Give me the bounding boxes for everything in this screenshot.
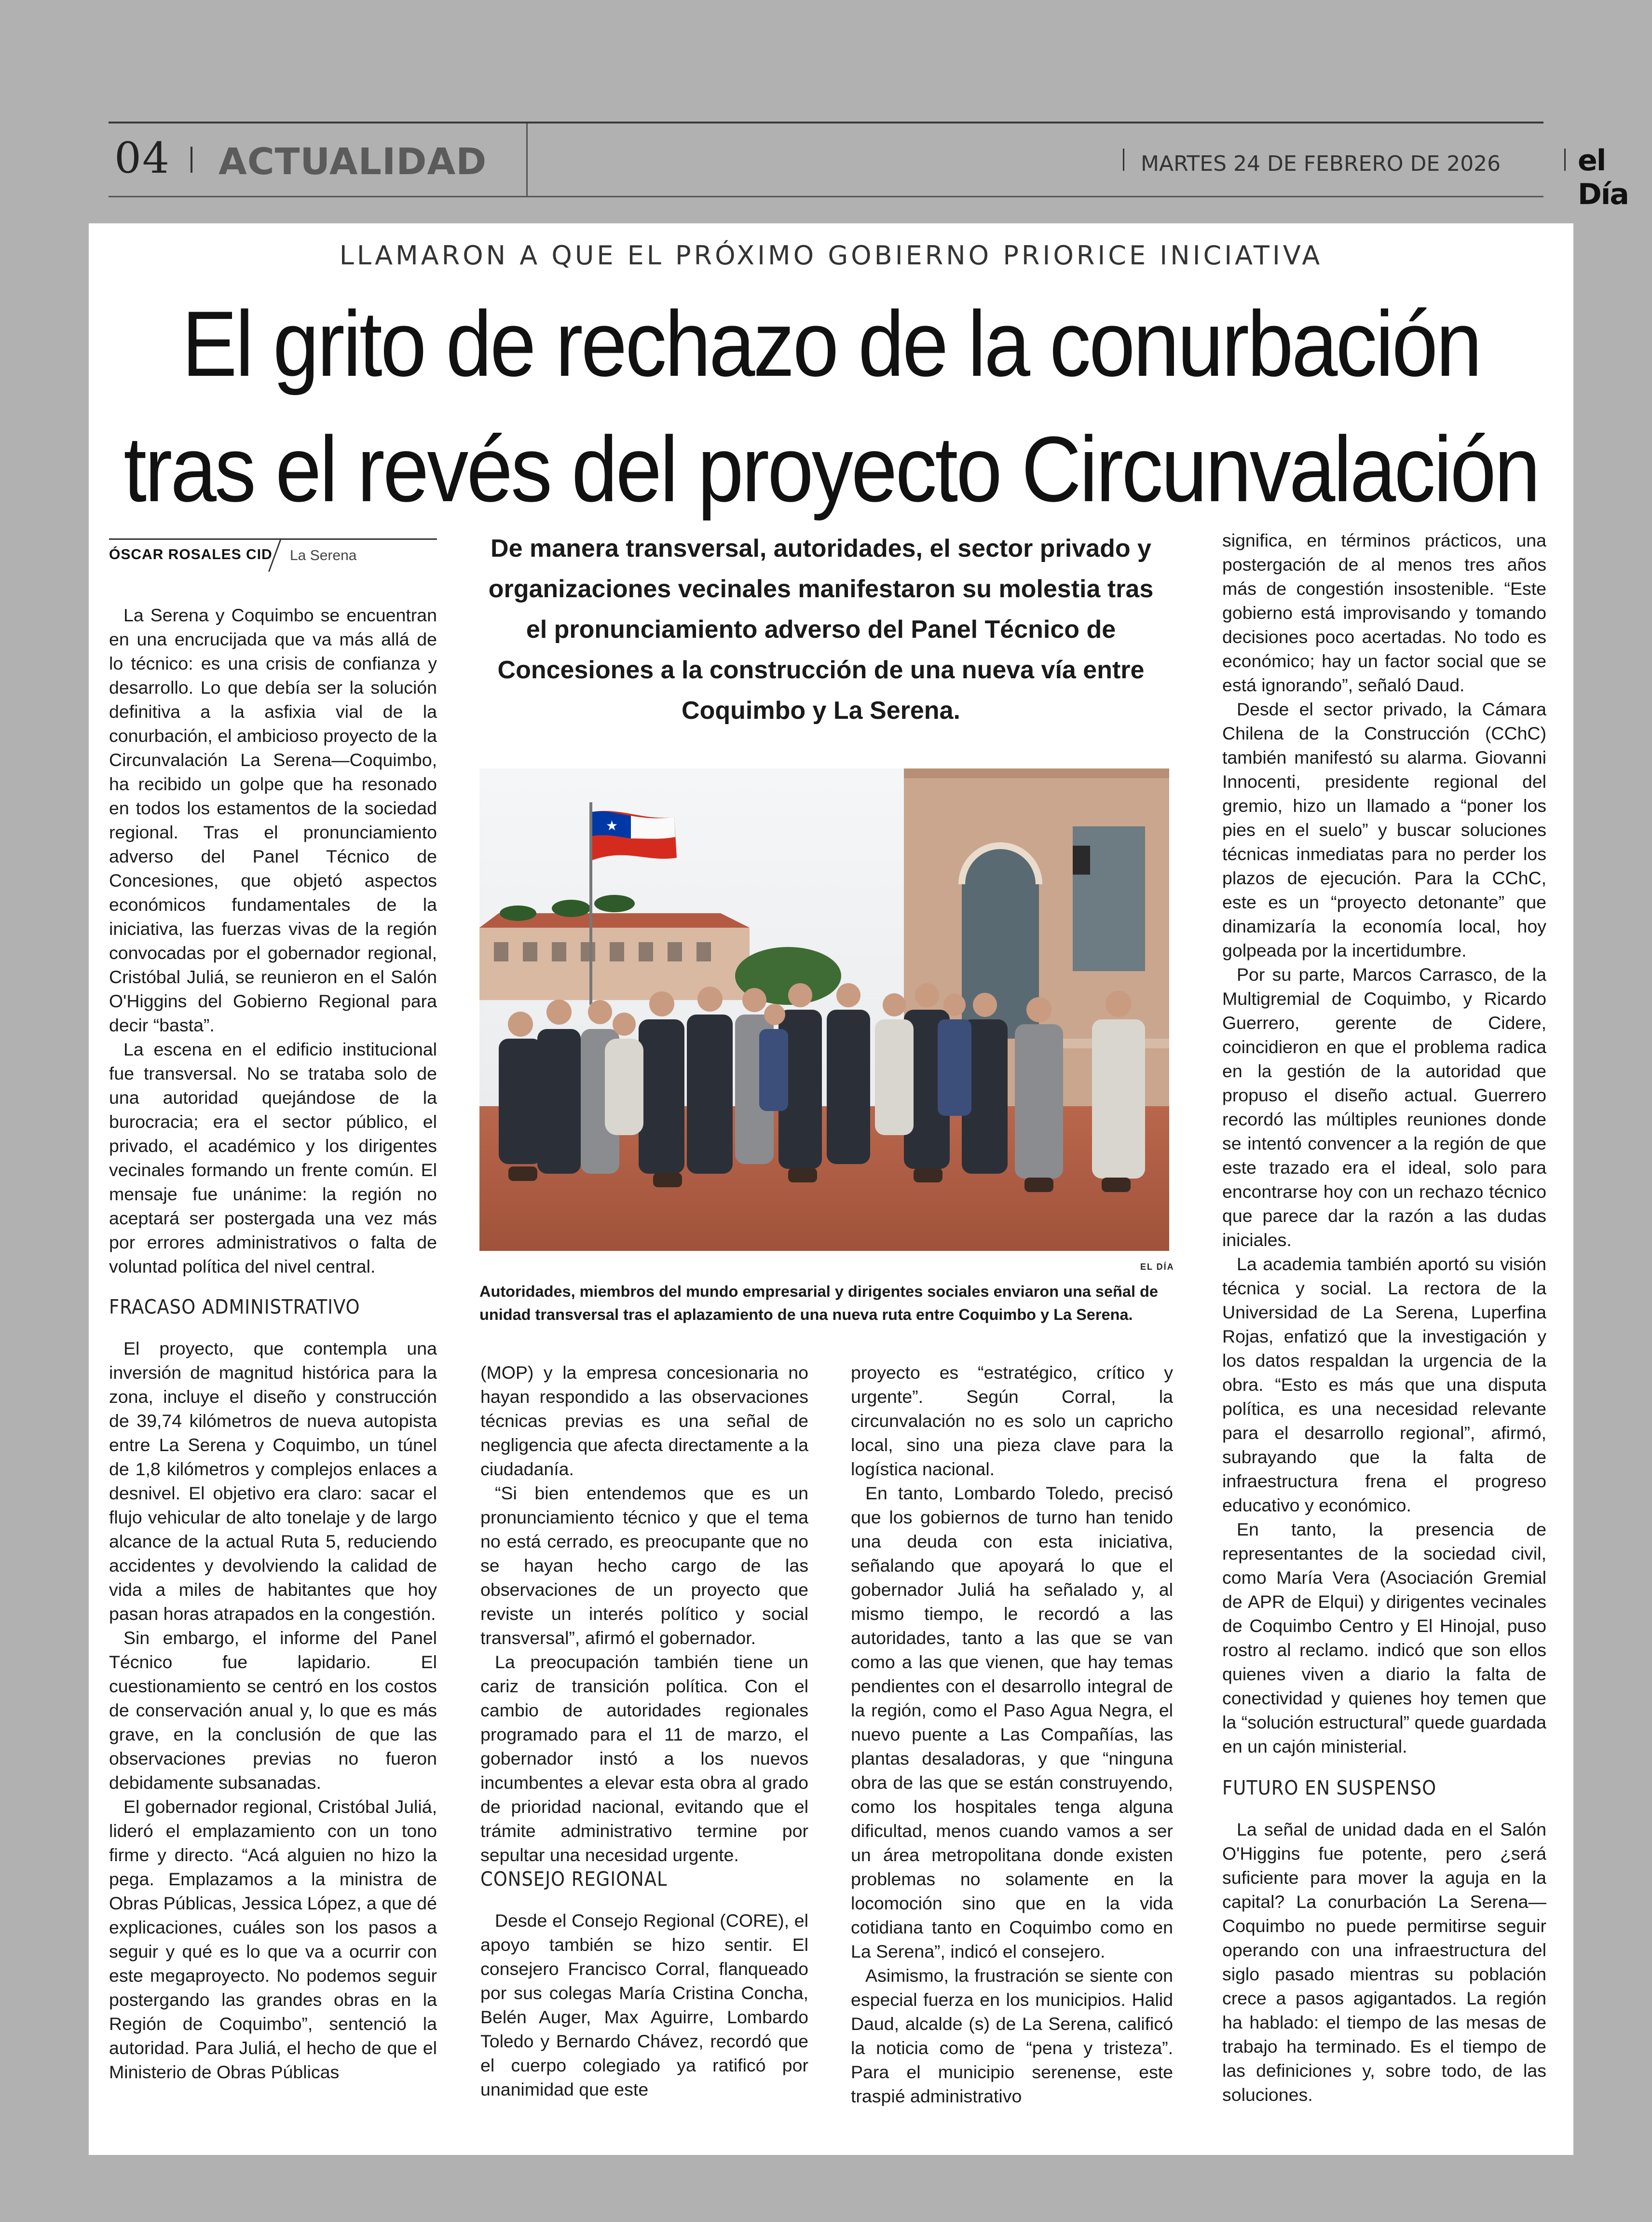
masthead-separator bbox=[1564, 149, 1566, 171]
column-1 bbox=[109, 603, 437, 2084]
paragraph: La preocupación también tiene un cariz de transición política. Con el cambio de autoridades regionales programado para el 11 de marzo, el gobernador instó a los nuevos incumbentes a elevar esta obra al grado de prioridad nacional, evitando que el trámite administrativo termine por sepultar una necesidad urgente. bbox=[480, 1652, 808, 1865]
paragraph: En tanto, la presencia de representantes de la sociedad civil, como María Vera (Asociación Gremial de APR de Elqui) y dirigentes vecinales de Coquimbo Centro y El Hinojal, puso rostro al reclamo. indicó que son ellos quienes viven a diario la falta de conectividad y quienes hoy temen que la “solución estructural” quede guardada en un cajón ministerial. bbox=[1222, 1519, 1546, 1756]
author-name: ÓSCAR ROSALES CID bbox=[109, 547, 273, 562]
masthead bbox=[109, 122, 1628, 211]
paragraph: El gobernador regional, Cristóbal Juliá, lideró el emplazamiento con un tono firme y directo. “Acá alguien no hizo la pega. Emplazamos a la ministra de Obras Públicas, Jessica López, a que dé explicaciones, cuáles son los pasos a seguir y qué es lo que va a ocurrir con este megaproyecto. No podemos seguir postergando las grandes obras en la Región de Coquimbo”, sentenció la autoridad. Para Juliá, el hecho de que el Ministerio de Obras Públicas bbox=[109, 1797, 437, 2082]
page-number: 04 bbox=[114, 133, 170, 183]
group-photo-illustration bbox=[479, 768, 1169, 1251]
paragraph: La señal de unidad dada en el Salón O'Higgins fue potente, pero ¿será suficiente para mover la aguja en la capital? La conurbación La Serena—Coquimbo no puede permitirse seguir operando con una infraestructura del siglo pasado mientras su población crece a pasos agigantados. La región ha hablado: el tiempo de las mesas de trabajo ha terminado. Es el tiempo de las definiciones y, sobre todo, de las soluciones. bbox=[1222, 1819, 1546, 2105]
paragraph: significa, en términos prácticos, una postergación de al menos tres años más de congestión insostenible. “Este gobierno está improvisando y tomando decisiones poco acertadas. No todo es económico; hay un factor social que se está ignorando”, señaló Daud. bbox=[1222, 530, 1546, 695]
svg-text:★: ★ bbox=[606, 818, 618, 834]
paragraph: En tanto, Lombardo Toledo, precisó que los gobiernos de turno han tenido una deuda con esta iniciativa, señalando que apoyará lo que el gobernador Juliá ha señalado y, al mismo tiempo, le recordó a las autoridades, tanto a las que se van como a las que vienen, que hay temas pendientes con el desarrollo integral de la región, como el Paso Agua Negra, el nuevo puente a Las Compañías, las plantas desaladoras, y que “ninguna obra de las que se están construyendo, como los hospitales tenga alguna dificultad, menos cuando vamos a ser un área metropolitana donde existen problemas no solamente en la locomoción sino que en la vida cotidiana tanto en Coquimbo como en La Serena”, indicó el consejero. bbox=[851, 1483, 1173, 1961]
section-title: ACTUALIDAD bbox=[218, 140, 487, 183]
paragraph: “Si bien entendemos que es un pronunciamiento técnico y que el tema no está cerrado, es preocupante que no se hayan hecho cargo de las observaciones de un proyecto que reviste un interés político y social transversal”, afirmó el gobernador. bbox=[480, 1483, 808, 1648]
photo-credit: EL DÍA bbox=[1140, 1262, 1174, 1272]
paragraph: Desde el sector privado, la Cámara Chilena de la Construcción (CChC) también manifestó su alarma. Giovanni Innocenti, presidente regional del gremio, hizo un llamado a “poner los pies en el suelo” y buscar soluciones técnicas inmediatas para no perder los plazos de ejecución. Para la CChC, este es un “proyecto detonante” que dinamizaría la economía local, hoy golpeada por la incertidumbre. bbox=[1222, 699, 1546, 960]
article-page bbox=[89, 223, 1573, 2155]
paragraph: Sin embargo, el informe del Panel Técnico fue lapidario. El cuestionamiento se centró en los costos de conservación anual y, lo que es más grave, en la conclusión de que las observaciones previas no fueron debidamente subsanadas. bbox=[109, 1628, 437, 1793]
paragraph: El proyecto, que contempla una inversión de magnitud histórica para la zona, incluye el diseño y construcción de 39,74 kilómetros de nueva autopista entre La Serena y Coquimbo, un túnel de 1,8 kilómetros y complejos enlaces a desnivel. El objetivo era claro: sacar el flujo vehicular de alto tonelaje y de largo alcance de la actual Ruta 5, reduciendo accidentes y devolviendo la calidad de vida a miles de habitantes que hoy pasan horas atrapados en la congestión. bbox=[109, 1338, 437, 1624]
masthead-separator bbox=[1123, 149, 1124, 171]
headline-line-2: tras el revés del proyecto Circunvalación bbox=[123, 417, 1539, 521]
headline-line-1: El grito de rechazo de la conurbación bbox=[182, 292, 1480, 396]
masthead-divider bbox=[526, 123, 528, 196]
paragraph: La academia también aportó su visión técnica y social. La rectora de la Universidad de La Serena, Luperfina Rojas, enfatizó que la investigación y los datos respaldan la urgencia de la obra. “Esto es más que una disputa política, es una necesidad relevante para el desarrollo regional”, afirmó, subrayando que la falta de infraestructura frena el progreso educativo y económico. bbox=[1222, 1254, 1546, 1515]
group-photo bbox=[479, 768, 1169, 1251]
photo-caption: Autoridades, miembros del mundo empresarial y dirigentes sociales enviaron una señal de unidad transversal tras el aplazamiento de una nueva ruta entre Coquimbo y La Serena. bbox=[479, 1283, 1158, 1323]
issue-date: MARTES 24 DE FEBRERO DE 2026 bbox=[1141, 151, 1501, 176]
article-lead: De manera transversal, autoridades, el sector privado y organizaciones vecinales manifestaron su molestia tras el pronunciamiento adverso del Panel Técnico de Concesiones a la construcción de una nueva vía entre Coquimbo y La Serena. bbox=[488, 535, 1154, 725]
paragraph: (MOP) y la empresa concesionaria no hayan respondido a las observaciones técnicas previas es una señal de negligencia que afecta directamente a la ciudadanía. bbox=[480, 1362, 808, 1479]
column-4 bbox=[1222, 528, 1546, 2107]
paragraph: Asimismo, la frustración se siente con especial fuerza en los municipios. Halid Daud, alcalde (s) de La Serena, calificó la noticia como de “pena y tristeza”. Para el municipio serenense, este traspié administrativo bbox=[851, 1965, 1173, 2106]
newspaper-logo: el Día bbox=[1578, 144, 1628, 211]
paragraph: Desde el Consejo Regional (CORE), el apoyo también se hizo sentir. El consejero Francisco Corral, flanqueado por sus colegas María Cristina Concha, Belén Auger, Max Aguirre, Lombardo Toledo y Bernardo Chávez, recordó que el cuerpo colegiado ya ratificó por unanimidad que este bbox=[480, 1910, 808, 2099]
paragraph: La Serena y Coquimbo se encuentran en una encrucijada que va más allá de lo técnico: es una crisis de confianza y desarrollo. Lo que debía ser la solución definitiva a la asfixia vial de la conurbación, el ambicioso proyecto de la Circunvalación La Serena—Coquimbo, ha recibido un golpe que ha resonado en todos los estamentos de la sociedad regional. Tras el pronunciamiento adverso del Panel Técnico de Concesiones, que objetó aspectos económicos fundamentales de la iniciativa, las fuerzas vivas de la región convocadas por el gobernador regional, Cristóbal Juliá, se reunieron en el Salón O'Higgins del Gobierno Regional para decir “basta”. bbox=[109, 605, 437, 1035]
paragraph: Por su parte, Marcos Carrasco, de la Multigremial de Coquimbo, y Ricardo Guerrero, gerente de Cidere, coincidieron en que el problema radica en la gestión de la autoridad que propuso el diseño actual. Guerrero recordó las múltiples reuniones donde se intentó convencer a la región de que este trazado era el ideal, solo para encontrarse hoy con un rechazo técnico que parece dar la razón a las dudas iniciales. bbox=[1222, 964, 1546, 1250]
dateline-location: La Serena bbox=[290, 548, 357, 563]
subheading: CONSEJO REGIONAL bbox=[480, 1867, 668, 1891]
byline bbox=[109, 538, 437, 571]
paragraph: La escena en el edificio institucional fue transversal. No se trataba solo de una autoridad quejándose de la burocracia; era el sector público, el privado, el académico y los dirigentes vecinales formando un frente común. El mensaje fue unánime: la región no aceptará ser postergada una vez más por errores administrativos o falta de voluntad política del nivel central. bbox=[109, 1039, 437, 1276]
column-3 bbox=[851, 1360, 1173, 2108]
subheading: FUTURO EN SUSPENSO bbox=[1222, 1776, 1437, 1799]
article-kicker: LLAMARON A QUE EL PRÓXIMO GOBIERNO PRIORICE INICIATIVA bbox=[339, 240, 1323, 271]
subheading: FRACASO ADMINISTRATIVO bbox=[109, 1295, 360, 1318]
column-2 bbox=[480, 1360, 808, 2101]
masthead-separator bbox=[191, 147, 192, 173]
article-headline bbox=[89, 281, 1573, 532]
paragraph: proyecto es “estratégico, crítico y urgente”. Según Corral, la circunvalación no es solo un capricho local, sino una pieza clave para la logística nacional. bbox=[851, 1362, 1173, 1479]
